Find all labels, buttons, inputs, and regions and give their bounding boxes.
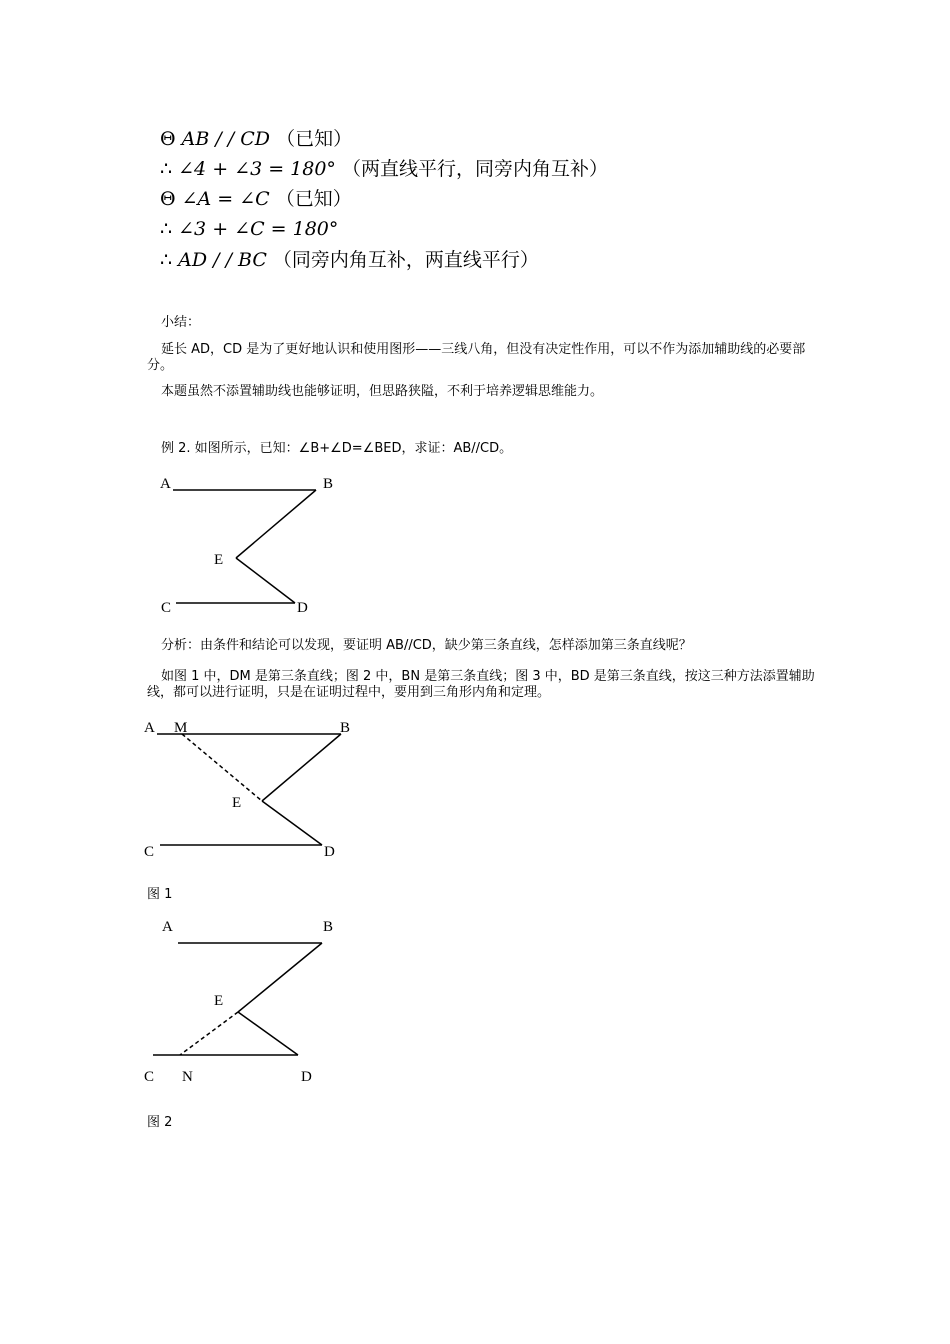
proof-line-3 — [160, 187, 352, 211]
line-me-dashed — [182, 734, 262, 801]
label-d: D — [324, 844, 335, 860]
line-en-dashed — [180, 1012, 238, 1055]
summary-title: 小结： — [161, 315, 201, 330]
proof-math: AB / / CD — [181, 128, 271, 150]
proof-math: ∠A = ∠C — [181, 188, 270, 210]
label-n: N — [182, 1069, 193, 1085]
proof-math: ∠4 + ∠3 = 180° — [178, 158, 336, 180]
proof-symbol: ∴ — [160, 218, 173, 240]
label-c: C — [144, 1069, 155, 1085]
proof-symbol: ∴ — [160, 249, 173, 271]
summary-paragraph-1: 延长 AD，CD 是为了更好地认识和使用图形——三线八角，但没有决定性作用，可以不作为添加辅助线的必要部分。 — [147, 342, 806, 373]
analysis-text: 分析：由条件和结论可以发现，要证明 AB//CD，缺少第三条直线，怎样添加第三条直线呢？ — [161, 638, 692, 653]
label-c: C — [161, 600, 172, 616]
example-problem: 例 2. 如图所示，已知：∠B+∠D=∠BED，求证：AB//CD。 — [161, 441, 513, 456]
label-c: C — [144, 844, 155, 860]
label-a: A — [160, 476, 171, 492]
label-e: E — [232, 795, 242, 811]
line-ed — [236, 558, 295, 603]
line-be — [262, 734, 341, 801]
label-b: B — [340, 720, 351, 736]
label-d: D — [297, 600, 308, 616]
proof-symbol: Θ — [160, 188, 176, 210]
line-ed — [262, 801, 322, 845]
label-a: A — [144, 720, 155, 736]
proof-line-1 — [160, 127, 352, 151]
label-e: E — [214, 552, 224, 568]
proof-note: （已知） — [275, 188, 352, 210]
proof-math: ∠3 + ∠C = 180° — [178, 218, 339, 240]
figure-1-caption: 图 1 — [147, 887, 173, 902]
proof-math: AD / / BC — [178, 249, 267, 271]
proof-line-2 — [160, 157, 608, 181]
figure-2-caption: 图 2 — [147, 1115, 173, 1130]
label-m: M — [174, 720, 188, 736]
proof-line-4 — [160, 217, 338, 241]
summary-paragraph-2: 本题虽然不添置辅助线也能够证明，但思路狭隘，不利于培养逻辑思维能力。 — [161, 384, 604, 399]
figure-1 — [140, 714, 370, 864]
figure-2 — [140, 912, 370, 1092]
label-e: E — [214, 993, 224, 1009]
proof-symbol: Θ — [160, 128, 176, 150]
proof-line-5 — [160, 248, 539, 272]
line-be — [238, 943, 322, 1012]
line-ed — [238, 1012, 298, 1055]
proof-note: （已知） — [276, 128, 353, 150]
label-a: A — [162, 919, 173, 935]
proof-note: （两直线平行，同旁内角互补） — [341, 158, 608, 180]
figure-main — [150, 470, 380, 620]
proof-symbol: ∴ — [160, 158, 173, 180]
proof-note: （同旁内角互补，两直线平行） — [272, 249, 539, 271]
label-b: B — [323, 476, 334, 492]
label-b: B — [323, 919, 334, 935]
methods-paragraph: 如图 1 中，DM 是第三条直线；图 2 中，BN 是第三条直线；图 3 中，BD 是第三条直线，按这三种方法添置辅助线，都可以进行证明，只是在证明过程中，要用到三角形内角和定理。 — [147, 669, 815, 700]
label-d: D — [301, 1069, 312, 1085]
line-be — [236, 490, 316, 558]
